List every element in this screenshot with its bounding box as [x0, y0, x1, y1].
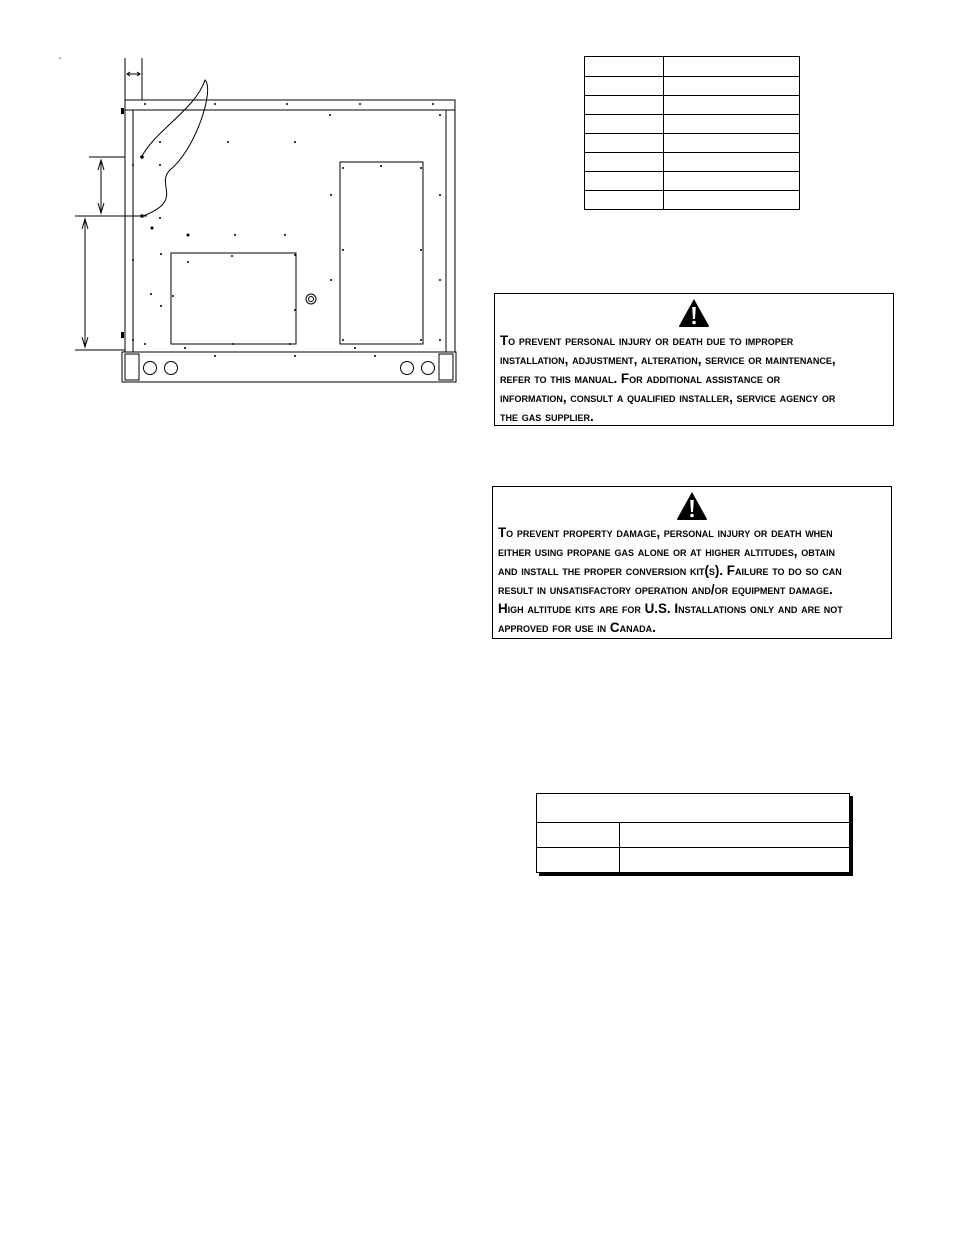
forklift-hole: [401, 362, 414, 375]
forklift-hole: [422, 362, 435, 375]
table-cell: [664, 153, 800, 172]
warning-text: [498, 523, 885, 637]
warning-line: result in unsatisfactory operation and/or equipment damage.: [498, 582, 833, 597]
table-row: [585, 77, 800, 96]
warning-line: and install the proper conversion kit(s). Failure to do so can: [498, 563, 842, 578]
warning-text: [500, 331, 887, 426]
table-cell: [585, 191, 664, 210]
table-cell: [585, 96, 664, 115]
access-panel-right: [340, 162, 423, 344]
table-cell: [585, 57, 664, 77]
table-header: [537, 794, 849, 823]
table-row: [537, 848, 849, 872]
table-cell: [585, 115, 664, 134]
gas-inlet-fitting: [306, 294, 316, 304]
table-row: [585, 134, 800, 153]
table-row: [585, 57, 800, 77]
warning-line: either using propane gas alone or at higher altitudes, obtain: [498, 544, 836, 559]
table-cell: [585, 153, 664, 172]
warning-line: information, consult a qualified installer, service agency or: [500, 390, 836, 405]
forklift-hole: [144, 362, 157, 375]
warning-line: To prevent personal injury or death due to improper: [500, 333, 794, 348]
warning-box: [494, 293, 894, 426]
table-cell: [537, 848, 620, 872]
access-panel-left: [171, 253, 296, 344]
table-cell: [664, 77, 800, 96]
table-row: [585, 172, 800, 191]
base-corner-left: [125, 354, 139, 380]
warning-box: [492, 486, 892, 639]
table-cell: [664, 115, 800, 134]
table-cell: [664, 134, 800, 153]
table-cell: [585, 77, 664, 96]
unit-side-view-drawing: [55, 50, 465, 395]
warning-line: approved for use in Canada.: [498, 620, 656, 635]
table-cell: [585, 172, 664, 191]
gas-inlet-fitting-inner: [309, 297, 314, 302]
table-cell: [664, 172, 800, 191]
base-rail: [122, 352, 456, 382]
top-rail: [125, 100, 455, 110]
warning-line: To prevent property damage, personal injury or death when: [498, 525, 833, 540]
table-row: [585, 153, 800, 172]
forklift-hole: [165, 362, 178, 375]
warning-line: High altitude kits are for U.S. Installations only and are not: [498, 601, 843, 616]
table-row: [585, 96, 800, 115]
table-cell: [537, 823, 620, 847]
warning-line: refer to this manual. For additional assistance or: [500, 371, 781, 386]
screw-dots: [132, 103, 441, 357]
warning-line: installation, adjustment, alteration, service or maintenance,: [500, 352, 836, 367]
table-cell: [664, 96, 800, 115]
table-cell: [664, 57, 800, 77]
warning-triangle-icon: [678, 298, 710, 328]
warning-line: the gas supplier.: [500, 409, 594, 424]
table-row: [585, 191, 800, 210]
table-cell: [664, 191, 800, 210]
warning-triangle-icon: [676, 491, 708, 521]
cabinet-outline: [125, 100, 455, 352]
base-corner-right: [439, 354, 453, 380]
table-cell: [585, 134, 664, 153]
specification-table: [584, 56, 800, 210]
table-row: [537, 823, 849, 848]
gas-table: [536, 793, 850, 873]
table-row: [585, 115, 800, 134]
